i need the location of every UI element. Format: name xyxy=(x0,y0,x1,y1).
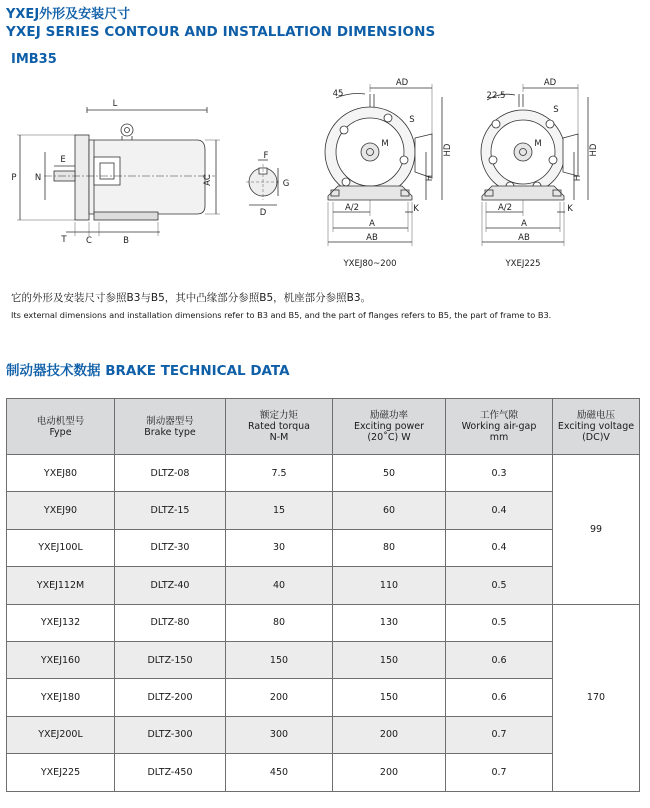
dimension-drawings xyxy=(0,70,650,280)
dim-label-E: E xyxy=(60,155,66,165)
title-en: YXEJ SERIES CONTOUR AND INSTALLATION DIMENSIONS xyxy=(6,24,436,40)
dim-label-A-2: A xyxy=(521,219,527,229)
cell-torque: 150 xyxy=(226,641,333,678)
cell-brake: DLTZ-150 xyxy=(115,641,226,678)
cell-torque: 7.5 xyxy=(226,455,333,492)
header-brake-type: 制动器型号 Brake type xyxy=(115,399,226,455)
dim-label-K-2: K xyxy=(567,204,573,214)
table-row xyxy=(7,455,640,492)
shaft-section-drawing xyxy=(246,160,280,205)
cell-torque: 40 xyxy=(226,567,333,604)
table-row xyxy=(7,567,640,604)
dim-label-S-2: S xyxy=(553,105,559,115)
dim-label-AD-2: AD xyxy=(543,78,557,88)
cell-voltage-group-1: 99 xyxy=(553,455,640,605)
header-exciting-voltage: 励磁电压 Exciting voltage (DC)V xyxy=(553,399,640,455)
cell-torque: 80 xyxy=(226,604,333,641)
brake-data-table xyxy=(6,398,640,792)
table-header-row xyxy=(7,399,640,455)
cell-gap: 0.7 xyxy=(446,716,553,753)
cell-power: 150 xyxy=(333,679,446,716)
cell-brake: DLTZ-40 xyxy=(115,567,226,604)
dim-label-T: T xyxy=(61,235,67,245)
dim-label-A-1: A xyxy=(369,219,375,229)
cell-motor: YXEJ90 xyxy=(7,492,115,529)
table-row xyxy=(7,754,640,791)
cell-gap: 0.5 xyxy=(446,604,553,641)
dim-label-HD-1: HD xyxy=(443,143,453,157)
dim-label-F: F xyxy=(263,151,269,161)
dim-label-H-2: H xyxy=(573,174,583,182)
header-motor-type: 电动机型号 Fype xyxy=(7,399,115,455)
dim-label-AB-2: AB xyxy=(518,233,530,243)
cell-brake: DLTZ-200 xyxy=(115,679,226,716)
dim-label-K-1: K xyxy=(413,204,419,214)
cell-brake: DLTZ-08 xyxy=(115,455,226,492)
brake-section-title: 制动器技术数据 BRAKE TECHNICAL DATA xyxy=(6,363,290,379)
cell-motor: YXEJ160 xyxy=(7,641,115,678)
cell-torque: 200 xyxy=(226,679,333,716)
header-air-gap: 工作气隙 Working air-gap mm xyxy=(446,399,553,455)
cell-brake: DLTZ-15 xyxy=(115,492,226,529)
cell-motor: YXEJ180 xyxy=(7,679,115,716)
table-row xyxy=(7,641,640,678)
front-view-2-drawing xyxy=(481,84,588,246)
cell-power: 110 xyxy=(333,567,446,604)
note-cn: 它的外形及安装尺寸参照B3与B5，其中凸缘部分参照B5，机座部分参照B3。 xyxy=(11,292,372,304)
cell-brake: DLTZ-80 xyxy=(115,604,226,641)
cell-motor: YXEJ112M xyxy=(7,567,115,604)
caption-yxej80-200: YXEJ80~200 xyxy=(343,259,397,269)
dim-label-G: G xyxy=(282,179,290,189)
dim-label-M-1: M xyxy=(381,139,389,149)
cell-motor: YXEJ225 xyxy=(7,754,115,791)
side-view-drawing xyxy=(17,107,220,236)
table-row xyxy=(7,716,640,753)
dim-label-P: P xyxy=(11,173,17,183)
model-label: IMB35 xyxy=(11,52,57,67)
cell-gap: 0.6 xyxy=(446,679,553,716)
caption-yxej225: YXEJ225 xyxy=(505,259,541,269)
dim-label-AB-1: AB xyxy=(366,233,378,243)
dim-label-S-1: S xyxy=(409,115,415,125)
header-exciting-power: 励磁功率 Exciting power (20˚C) W xyxy=(333,399,446,455)
dim-label-L: L xyxy=(112,99,118,109)
angle-label-22-5: 22.5 xyxy=(486,91,506,101)
dim-label-N: N xyxy=(34,173,42,183)
cell-brake: DLTZ-30 xyxy=(115,529,226,566)
cell-power: 80 xyxy=(333,529,446,566)
front-view-1-drawing xyxy=(325,84,442,246)
header-rated-torque: 额定力矩 Rated torqua N-M xyxy=(226,399,333,455)
title-cn: YXEJ外形及安装尺寸 xyxy=(6,7,131,22)
cell-power: 200 xyxy=(333,716,446,753)
angle-label-45: 45 xyxy=(332,89,344,99)
dim-label-B: B xyxy=(123,236,129,246)
cell-torque: 30 xyxy=(226,529,333,566)
dim-label-C: C xyxy=(86,236,92,246)
cell-power: 200 xyxy=(333,754,446,791)
dim-label-A2-2: A/2 xyxy=(497,203,513,213)
cell-power: 150 xyxy=(333,641,446,678)
cell-power: 130 xyxy=(333,604,446,641)
cell-motor: YXEJ100L xyxy=(7,529,115,566)
table-row xyxy=(7,679,640,716)
table-row xyxy=(7,604,640,641)
dim-label-AC: AC xyxy=(203,174,213,186)
note-en: Its external dimensions and installation dimensions refer to B3 and B5, and the part of flanges refers to B5, the part of frame to B3. xyxy=(11,310,552,320)
table-row xyxy=(7,492,640,529)
cell-motor: YXEJ200L xyxy=(7,716,115,753)
cell-torque: 300 xyxy=(226,716,333,753)
cell-gap: 0.5 xyxy=(446,567,553,604)
cell-brake: DLTZ-300 xyxy=(115,716,226,753)
dim-label-D: D xyxy=(259,208,267,218)
cell-gap: 0.6 xyxy=(446,641,553,678)
cell-power: 60 xyxy=(333,492,446,529)
cell-power: 50 xyxy=(333,455,446,492)
cell-gap: 0.7 xyxy=(446,754,553,791)
cell-motor: YXEJ132 xyxy=(7,604,115,641)
dim-label-A2-1: A/2 xyxy=(344,203,360,213)
cell-gap: 0.3 xyxy=(446,455,553,492)
dim-label-H-1: H xyxy=(425,174,435,182)
table-row xyxy=(7,529,640,566)
cell-torque: 450 xyxy=(226,754,333,791)
dim-label-M-2: M xyxy=(534,139,542,149)
cell-torque: 15 xyxy=(226,492,333,529)
cell-voltage-group-2: 170 xyxy=(553,604,640,791)
cell-brake: DLTZ-450 xyxy=(115,754,226,791)
cell-gap: 0.4 xyxy=(446,492,553,529)
cell-gap: 0.4 xyxy=(446,529,553,566)
dim-label-HD-2: HD xyxy=(589,143,599,157)
cell-motor: YXEJ80 xyxy=(7,455,115,492)
dim-label-AD-1: AD xyxy=(395,78,409,88)
